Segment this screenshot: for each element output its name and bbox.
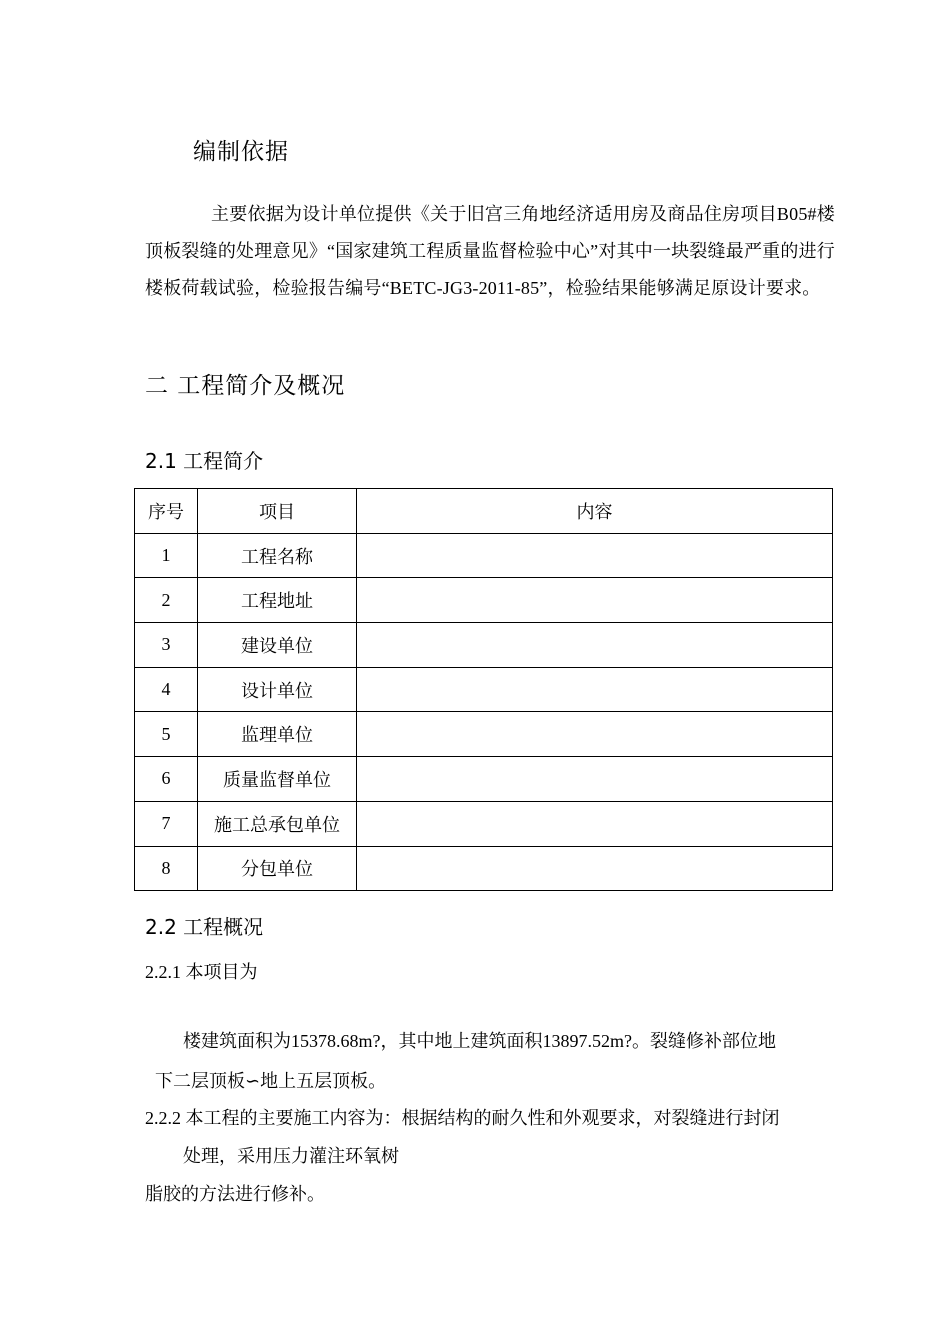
row-item: 建设单位	[198, 623, 357, 668]
row-content	[357, 801, 833, 846]
subsection-title-overview: 2.2 工程概况	[145, 915, 264, 939]
row-content	[357, 757, 833, 802]
row-no: 8	[135, 846, 198, 891]
basis-paragraph: 主要依据为设计单位提供《关于旧宫三角地经济适用房及商品住房项目B05#楼顶板裂缝的处理意见》“国家建筑工程质量监督检验中心”对其中一块裂缝最严重的进行楼板荷载试验，检验报告编号“BETC-JG3-2011-85”，检验结果能够满足原设计要求。	[145, 204, 835, 298]
row-no: 3	[135, 623, 198, 668]
row-item: 质量监督单位	[198, 757, 357, 802]
row-no: 2	[135, 578, 198, 623]
item-2-2-2-line-3: 脂胶的方法进行修补。	[145, 1184, 325, 1204]
row-content	[357, 667, 833, 712]
row-no: 4	[135, 667, 198, 712]
table-row	[135, 578, 833, 623]
area-line-2: 下二层顶板∽地上五层顶板。	[155, 1071, 387, 1091]
row-item: 监理单位	[198, 712, 357, 757]
subsection-title-intro: 2.1 工程简介	[145, 449, 264, 473]
row-content	[357, 578, 833, 623]
area-line-1: 楼建筑面积为15378.68m?，其中地上建筑面积13897.52m?。裂缝修补部位地	[183, 1031, 776, 1051]
header-no: 序号	[135, 489, 198, 534]
table-row	[135, 667, 833, 712]
row-no: 6	[135, 757, 198, 802]
table-row	[135, 757, 833, 802]
table-row	[135, 623, 833, 668]
section-title-overview: 二 工程简介及概况	[145, 373, 346, 399]
row-no: 7	[135, 801, 198, 846]
item-2-2-2-line-2: 处理，采用压力灌注环氧树	[183, 1146, 399, 1166]
row-item: 工程名称	[198, 533, 357, 578]
item-2-2-1: 2.2.1 本项目为	[145, 962, 258, 982]
row-content	[357, 846, 833, 891]
row-item: 分包单位	[198, 846, 357, 891]
row-item: 工程地址	[198, 578, 357, 623]
item-2-2-2-line-1: 2.2.2 本工程的主要施工内容为：根据结构的耐久性和外观要求，对裂缝进行封闭	[145, 1108, 780, 1128]
row-no: 1	[135, 533, 198, 578]
table-row	[135, 533, 833, 578]
header-item: 项目	[198, 489, 357, 534]
row-content	[357, 623, 833, 668]
table-row	[135, 712, 833, 757]
row-no: 5	[135, 712, 198, 757]
section-title-basis: 编制依据	[193, 139, 289, 165]
table-row	[135, 846, 833, 891]
row-item: 施工总承包单位	[198, 801, 357, 846]
row-content	[357, 533, 833, 578]
header-content: 内容	[357, 489, 833, 534]
row-item: 设计单位	[198, 667, 357, 712]
table-header-row	[135, 489, 833, 534]
project-info-table	[134, 488, 833, 891]
table-row	[135, 801, 833, 846]
row-content	[357, 712, 833, 757]
